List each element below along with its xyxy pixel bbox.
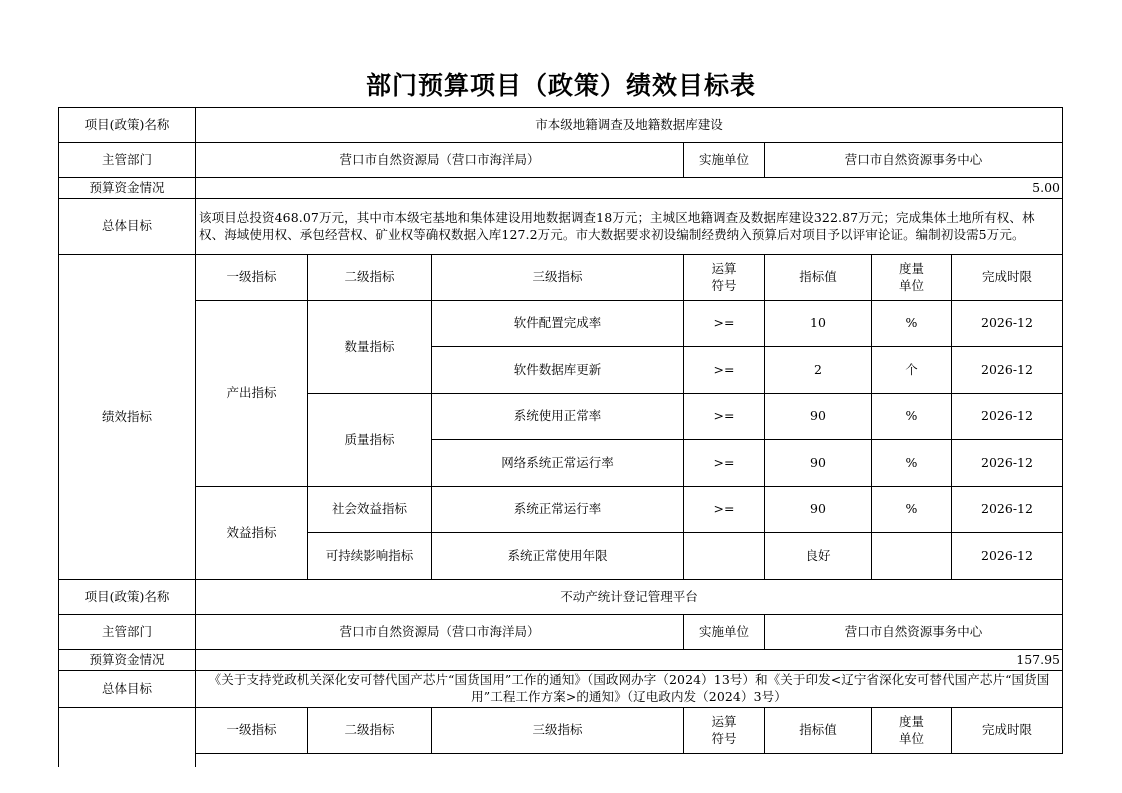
project-name-value: 市本级地籍调查及地籍数据库建设	[195, 107, 1063, 143]
level1-output: 产出指标	[195, 300, 308, 487]
header-level3: 三级指标	[431, 254, 684, 301]
indicator-value: 90	[764, 393, 872, 440]
indicator-name: 系统使用正常率	[431, 393, 684, 440]
project2-impl-unit-value: 营口市自然资源事务中心	[764, 614, 1063, 650]
level2-social: 社会效益指标	[307, 486, 432, 533]
indicator-deadline: 2026-12	[951, 532, 1063, 580]
project2-goal-label: 总体目标	[58, 670, 196, 708]
level2-sustain: 可持续影响指标	[307, 532, 432, 580]
budget-value: 5.00	[195, 177, 1063, 199]
project2-name-label: 项目(政策)名称	[58, 579, 196, 615]
indicator-operator: >=	[683, 439, 765, 487]
project2-header-deadline: 完成时限	[951, 707, 1063, 754]
budget-label: 预算资金情况	[58, 177, 196, 199]
project2-dept-label: 主管部门	[58, 614, 196, 650]
level2-quantity: 数量指标	[307, 300, 432, 394]
project2-name-value: 不动产统计登记管理平台	[195, 579, 1063, 615]
indicator-value: 2	[764, 346, 872, 394]
indicator-name: 系统正常运行率	[431, 486, 684, 533]
indicator-unit: %	[871, 300, 952, 347]
project2-impl-unit-label: 实施单位	[683, 614, 765, 650]
indicator-unit: %	[871, 486, 952, 533]
indicator-unit	[871, 532, 952, 580]
indicator-unit: %	[871, 439, 952, 487]
indicator-deadline: 2026-12	[951, 393, 1063, 440]
indicator-operator: >=	[683, 346, 765, 394]
goal-label: 总体目标	[58, 198, 196, 255]
indicator-operator	[683, 532, 765, 580]
dept-value: 营口市自然资源局（营口市海洋局）	[195, 142, 684, 178]
level2-quality: 质量指标	[307, 393, 432, 487]
indicator-operator: >=	[683, 393, 765, 440]
project2-header-level1: 一级指标	[195, 707, 308, 754]
indicator-value: 90	[764, 486, 872, 533]
impl-unit-label: 实施单位	[683, 142, 765, 178]
project2-budget-label: 预算资金情况	[58, 649, 196, 671]
indicator-deadline: 2026-12	[951, 346, 1063, 394]
indicator-name: 网络系统正常运行率	[431, 439, 684, 487]
perf-label: 绩效指标	[58, 254, 196, 580]
impl-unit-value: 营口市自然资源事务中心	[764, 142, 1063, 178]
dept-label: 主管部门	[58, 142, 196, 178]
header-operator: 运算 符号	[683, 254, 765, 301]
indicator-name: 系统正常使用年限	[431, 532, 684, 580]
project-name-label: 项目(政策)名称	[58, 107, 196, 143]
level1-benefit: 效益指标	[195, 486, 308, 580]
project2-header-unit: 度量 单位	[871, 707, 952, 754]
project2-header-level3: 三级指标	[431, 707, 684, 754]
header-level2: 二级指标	[307, 254, 432, 301]
project2-dept-value: 营口市自然资源局（营口市海洋局）	[195, 614, 684, 650]
indicator-operator: >=	[683, 486, 765, 533]
header-unit: 度量 单位	[871, 254, 952, 301]
header-value: 指标值	[764, 254, 872, 301]
header-deadline: 完成时限	[951, 254, 1063, 301]
indicator-name: 软件数据库更新	[431, 346, 684, 394]
indicator-unit: %	[871, 393, 952, 440]
indicator-value: 90	[764, 439, 872, 487]
project2-budget-value: 157.95	[195, 649, 1063, 671]
goal-value: 该项目总投资468.07万元，其中市本级宅基地和集体建设用地数据调查18万元；主城区地籍调查及数据库建设322.87万元；完成集体土地所有权、林权、海域使用权、承包经营权、矿业权等确权数据入库127.2万元。市大数据要求初设编制经费纳入预算后对项目予以评审论证。编制初设需5万元。	[195, 198, 1063, 255]
indicator-value: 良好	[764, 532, 872, 580]
indicator-operator: >=	[683, 300, 765, 347]
indicator-deadline: 2026-12	[951, 300, 1063, 347]
project2-header-operator: 运算 符号	[683, 707, 765, 754]
page-title: 部门预算项目（政策）绩效目标表	[365, 71, 756, 100]
indicator-deadline: 2026-12	[951, 439, 1063, 487]
project2-perf-label	[58, 707, 196, 767]
indicator-unit: 个	[871, 346, 952, 394]
indicator-deadline: 2026-12	[951, 486, 1063, 533]
header-level1: 一级指标	[195, 254, 308, 301]
indicator-value: 10	[764, 300, 872, 347]
indicator-name: 软件配置完成率	[431, 300, 684, 347]
project2-goal-value: 《关于支持党政机关深化安可替代国产芯片“国货国用”工作的通知》（国政网办字（2024）13号）和《关于印发<辽宁省深化安可替代国产芯片“国货国用”工程工作方案>的通知》（辽电政内发（2024）3号）	[195, 670, 1063, 708]
project2-header-level2: 二级指标	[307, 707, 432, 754]
project2-header-value: 指标值	[764, 707, 872, 754]
